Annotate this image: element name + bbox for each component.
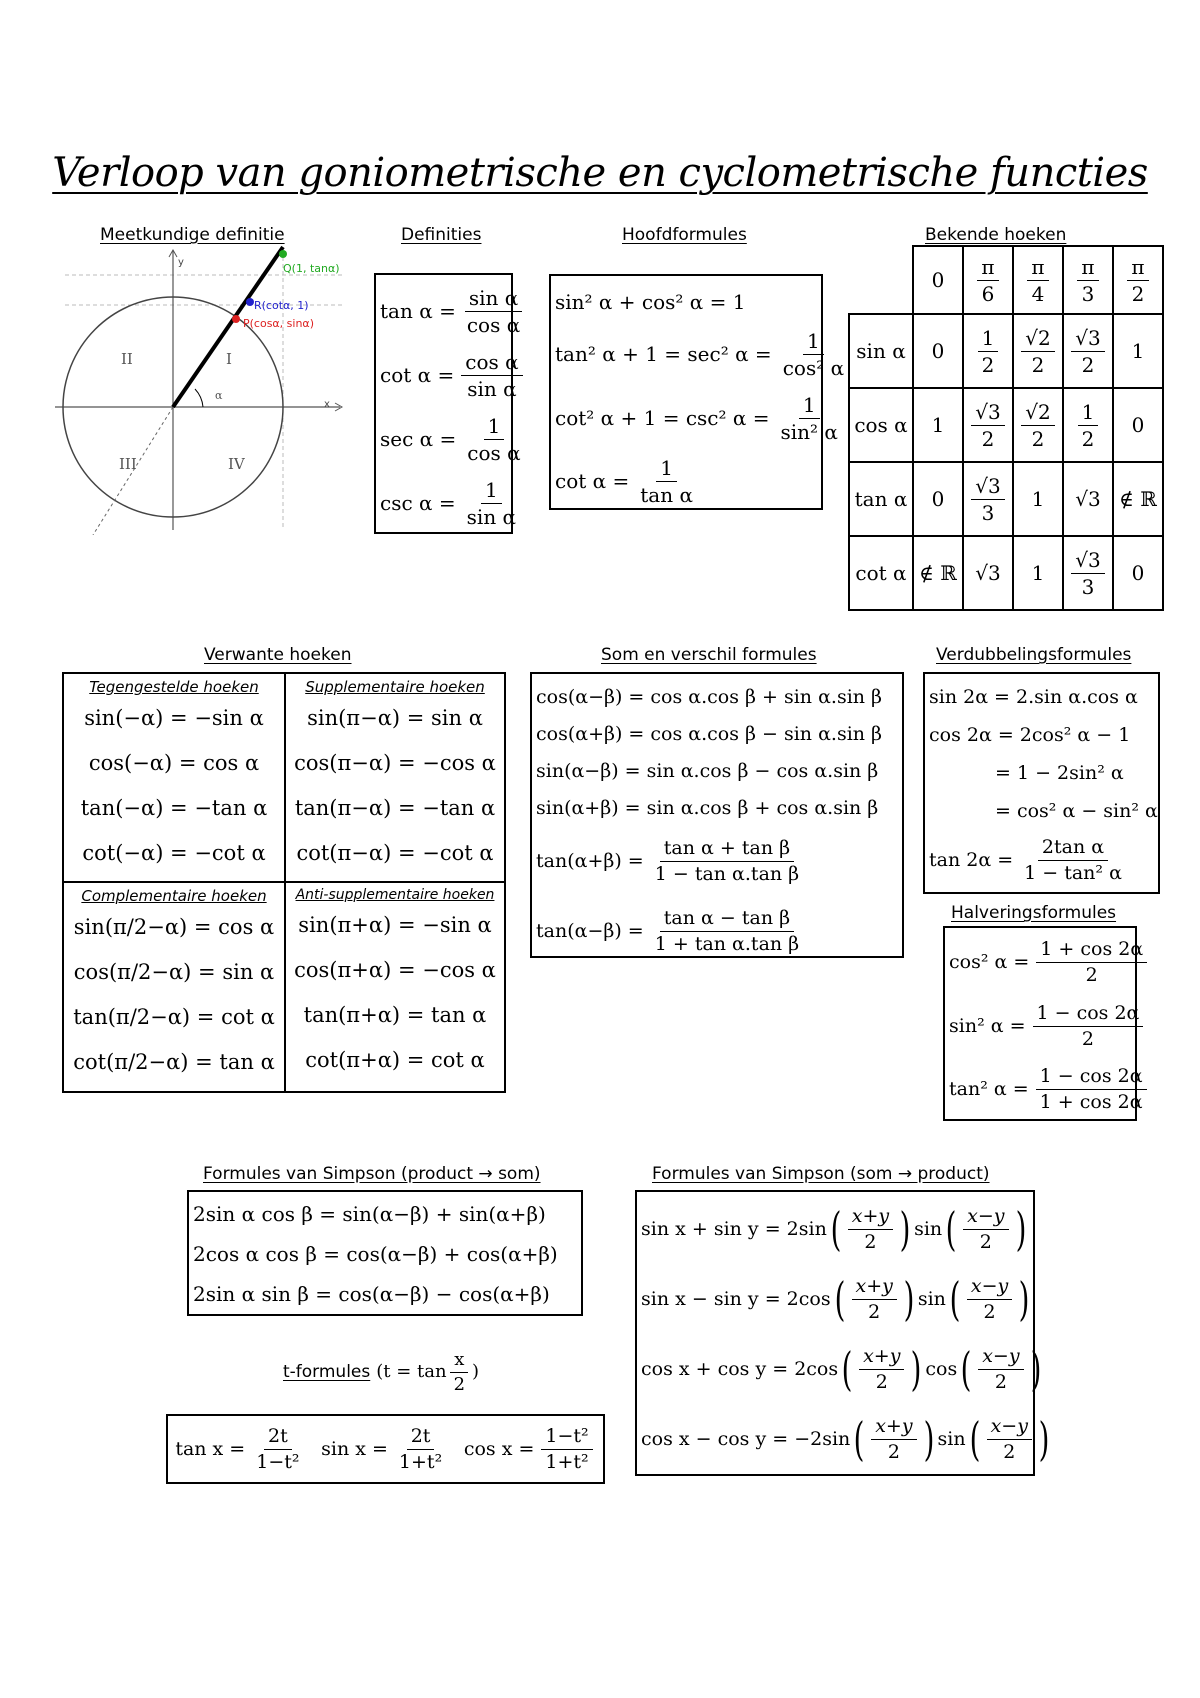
- formula-line: cos(π+α) = −cos α: [294, 958, 496, 982]
- cell-den: 3: [1081, 281, 1095, 306]
- table-cell: [963, 246, 1013, 314]
- hoofd-den: tan α: [640, 482, 693, 507]
- table-cell: 1: [913, 388, 963, 462]
- table-cell: [963, 462, 1013, 536]
- formula-line: cos(α+β) = cos α.cos β − sin α.sin β: [536, 722, 883, 745]
- def-den: cos α: [467, 440, 521, 465]
- formula-den: 2: [868, 1300, 881, 1323]
- formula-den: 2: [983, 1300, 996, 1323]
- cell-num: 1: [1078, 401, 1099, 426]
- table-row: [849, 388, 1163, 462]
- formula-line: cos(−α) = cos α: [88, 751, 260, 775]
- table-cell: [1063, 314, 1113, 388]
- simpson-product-som-box: [187, 1190, 583, 1316]
- hoofd-line-2: [555, 322, 845, 386]
- subheading: Supplementaire hoeken: [305, 678, 485, 696]
- tan-double-line: [929, 830, 1158, 890]
- paren-close: ): [911, 1342, 922, 1396]
- halvering-row: [949, 930, 1144, 994]
- formula-line: = 1 − 2sin² α: [995, 762, 1124, 784]
- formula-num: 2t: [407, 1426, 435, 1450]
- verwante-complementaire: [64, 887, 284, 1073]
- hoofd-den: sin² α: [780, 419, 838, 444]
- def-den: sin α: [467, 376, 517, 401]
- cell-den: 2: [1031, 352, 1045, 377]
- cell-fraction: [971, 475, 1004, 524]
- verdubbeling-box: [923, 672, 1160, 894]
- formula-func: sin: [914, 1218, 943, 1240]
- formula-den: 1 − tan α.tan β: [654, 862, 800, 885]
- formula-den: 1 + tan α.tan β: [654, 932, 800, 955]
- paren-open: (: [945, 1202, 957, 1256]
- def-lhs: csc α =: [380, 491, 456, 515]
- formula-line: sin(α+β) = sin α.cos β + cos α.sin β: [536, 796, 879, 819]
- formula-line: 2sin α cos β = sin(α−β) + sin(α+β): [193, 1202, 546, 1226]
- formula-lhs: sin x =: [321, 1438, 388, 1460]
- verwante-tegengestelde: [64, 678, 284, 864]
- heading-verwante-hoeken: Verwante hoeken: [204, 645, 352, 665]
- simpson-row: [641, 1334, 1041, 1404]
- formula-line: cot(π−α) = −cot α: [296, 841, 494, 865]
- row-label: tan α: [849, 462, 913, 536]
- table-cell: [1013, 388, 1063, 462]
- formula-line: cos(α−β) = cos α.cos β + sin α.sin β: [536, 685, 883, 708]
- def-num: sin α: [465, 287, 522, 312]
- hoofd-num: 1: [803, 330, 824, 355]
- hoofd-num: 1: [799, 394, 820, 419]
- paren-open: (: [960, 1342, 972, 1396]
- formula-num: x+y: [859, 1346, 904, 1370]
- formula-den: 1 − tan² α: [1024, 861, 1122, 884]
- quadrant-2-label: II: [121, 350, 133, 368]
- formula-den: 2: [864, 1230, 877, 1253]
- subheading: Complementaire hoeken: [81, 887, 267, 905]
- formula-line: sin(π+α) = −sin α: [298, 913, 492, 937]
- table-cell: [1063, 388, 1113, 462]
- verwante-antisupplementaire: [286, 887, 504, 1071]
- heading-hoofdformules: Hoofdformules: [622, 225, 747, 245]
- formula-den: 1 + cos 2α: [1039, 1090, 1143, 1113]
- t-formules-box: [166, 1414, 605, 1484]
- simpson-som-product-box: [635, 1190, 1050, 1476]
- formula-den: 1+t²: [545, 1450, 589, 1473]
- cell-num: π: [1127, 256, 1148, 281]
- cell-fraction: [1078, 401, 1099, 450]
- formula-den: 2: [1085, 963, 1098, 986]
- formula-den: 1−t²: [256, 1450, 300, 1473]
- table-cell: [1063, 246, 1113, 314]
- quadrant-1-label: I: [226, 350, 232, 368]
- formula-num: 1 − cos 2α: [1036, 1066, 1147, 1090]
- table-cell: 1: [1013, 462, 1063, 536]
- def-lhs: cot α =: [380, 363, 455, 387]
- cell-den: 2: [1081, 352, 1095, 377]
- cell-fraction: [971, 401, 1004, 450]
- hoofd-lhs: cot² α + 1 = csc² α =: [555, 406, 770, 430]
- cell-num: 1: [978, 327, 999, 352]
- table-cell: 0: [1113, 536, 1163, 610]
- quadrant-3-label: III: [119, 455, 137, 473]
- heading-simpson-product-som: Formules van Simpson (product → som): [203, 1164, 541, 1184]
- formula-den: 1+t²: [398, 1450, 443, 1473]
- formula-line: 2cos α cos β = cos(α−β) + cos(α+β): [193, 1242, 558, 1266]
- formula-line: sin 2α = 2.sin α.cos α: [929, 686, 1138, 708]
- t-definition: (t = tan: [376, 1361, 447, 1383]
- formula-num: tan α + tan β: [660, 838, 794, 862]
- cell-fraction: [1027, 256, 1048, 305]
- def-lhs: sec α =: [380, 427, 457, 451]
- formula-den: 2: [979, 1230, 992, 1253]
- formula-lhs: cos x =: [463, 1438, 535, 1460]
- formula-line: cos 2α = 2cos² α − 1: [929, 724, 1131, 746]
- table-cell: [1063, 536, 1113, 610]
- hoofdformules-box: [549, 274, 845, 510]
- formula-line: cot(π+α) = cot α: [305, 1048, 485, 1072]
- cell-den: 2: [981, 426, 995, 451]
- tan-sum-line: [536, 826, 902, 896]
- som-verschil-box: [530, 672, 904, 958]
- formula-fraction: [963, 1206, 1008, 1253]
- paren-close: ): [923, 1412, 934, 1466]
- y-axis-label: y: [178, 257, 184, 268]
- formula-den: 2: [887, 1440, 900, 1463]
- bekende-hoeken-table-wrap: [848, 245, 1164, 611]
- heading-bekende-hoeken: Bekende hoeken: [925, 225, 1067, 245]
- paren-open: (: [834, 1272, 845, 1326]
- point-q-label: Q(1, tanα): [283, 262, 340, 275]
- simpson-row: [641, 1404, 1050, 1474]
- def-row-csc: [380, 471, 517, 535]
- halvering-row: [949, 994, 1140, 1058]
- formula-line: sin(π/2−α) = cos α: [73, 915, 275, 939]
- table-row: [849, 314, 1163, 388]
- table-cell: [963, 388, 1013, 462]
- cell-den: 4: [1031, 281, 1045, 306]
- cell-fraction: [977, 256, 998, 305]
- paren-close: ): [903, 1272, 915, 1326]
- point-p-label: P(cosα, sinα): [243, 317, 314, 330]
- formula-fraction: [987, 1416, 1032, 1463]
- formula-line: cos(π/2−α) = sin α: [73, 960, 275, 984]
- def-num: 1: [484, 415, 505, 440]
- hoofd-lhs: cot α =: [555, 469, 630, 493]
- t-formula-tan: [175, 1426, 306, 1473]
- formula-num: x−y: [967, 1276, 1012, 1300]
- formula-fraction: [859, 1346, 904, 1393]
- cell-fraction: [1021, 327, 1054, 376]
- formula-func: sin: [937, 1428, 966, 1450]
- cell-fraction: [1021, 401, 1054, 450]
- cell-den: 3: [981, 500, 995, 525]
- cell-fraction: [1077, 256, 1098, 305]
- cell-num: π: [977, 256, 998, 281]
- hoofd-lhs: tan² α + 1 = sec² α =: [555, 342, 772, 366]
- heading-t-formules-wrap: [283, 1350, 479, 1395]
- formula-lhs: sin x + sin y = 2sin: [641, 1218, 827, 1240]
- cell-num: √3: [971, 475, 1004, 500]
- formula-lhs: tan x =: [175, 1438, 246, 1460]
- hoofd-line-3: [555, 386, 838, 450]
- formula-den: 2: [875, 1370, 888, 1393]
- formula-line: sin(α−β) = sin α.cos β − cos α.sin β: [536, 759, 879, 782]
- cell-fraction: [978, 327, 999, 376]
- paren-open: (: [949, 1272, 961, 1326]
- formula-line: = cos² α − sin² α: [995, 800, 1158, 822]
- formula-line: 2sin α sin β = cos(α−β) − cos(α+β): [193, 1282, 550, 1306]
- formula-line: tan(π+α) = tan α: [303, 1003, 487, 1027]
- paren-close: ): [1015, 1202, 1026, 1256]
- cell-num: √3: [1071, 549, 1104, 574]
- hoofd-line-1: sin² α + cos² α = 1: [555, 290, 746, 314]
- def-row-sec: [380, 407, 521, 471]
- formula-line: tan(−α) = −tan α: [80, 796, 268, 820]
- cell-fraction: [1071, 549, 1104, 598]
- formula-line: cot(π/2−α) = tan α: [73, 1050, 275, 1074]
- heading-meetkundig: Meetkundige definitie: [100, 225, 285, 245]
- formula-num: 1 − cos 2α: [1033, 1003, 1144, 1027]
- formula-func: sin: [917, 1288, 946, 1310]
- formula-lhs: sin x − sin y = 2cos: [641, 1288, 831, 1310]
- row-label: cos α: [849, 388, 913, 462]
- formula-lhs: cos x + cos y = 2cos: [641, 1358, 839, 1380]
- formula-num: 1 + cos 2α: [1036, 939, 1147, 963]
- verwante-hdivider: [64, 881, 504, 883]
- formula-num: x−y: [963, 1206, 1008, 1230]
- table-cell: 0: [913, 314, 963, 388]
- formula-lhs: tan² α =: [949, 1078, 1029, 1100]
- heading-halvering: Halveringsformules: [951, 903, 1117, 923]
- paren-close: ): [1018, 1272, 1030, 1326]
- paren-open: (: [969, 1412, 980, 1466]
- def-den: sin α: [466, 504, 517, 529]
- table-cell: [1113, 246, 1163, 314]
- t-formula-sin: [321, 1426, 449, 1473]
- heading-simpson-som-product: Formules van Simpson (som → product): [652, 1164, 990, 1184]
- formula-fraction: [852, 1276, 897, 1323]
- paren-close: ): [1030, 1342, 1041, 1396]
- table-cell: 0: [913, 462, 963, 536]
- table-cell: 0: [1113, 388, 1163, 462]
- cell-den: 2: [1131, 281, 1145, 306]
- formula-line: sin(π−α) = sin α: [307, 706, 483, 730]
- hoofd-num: 1: [656, 457, 677, 482]
- table-cell: 1: [1013, 536, 1063, 610]
- formula-num: 1−t²: [541, 1426, 592, 1450]
- formula-num: x+y: [871, 1416, 916, 1440]
- subheading: Anti-supplementaire hoeken: [295, 887, 495, 903]
- formula-num: tan α − tan β: [660, 908, 794, 932]
- subheading: Tegengestelde hoeken: [89, 678, 259, 696]
- simpson-row: [641, 1264, 1033, 1334]
- bekende-hoeken-table: [848, 245, 1164, 611]
- cell-num: π: [1077, 256, 1098, 281]
- heading-t-formules: t-formules: [283, 1362, 371, 1383]
- paren-open: (: [830, 1202, 842, 1256]
- quadrant-4-label: IV: [228, 455, 245, 473]
- formula-fraction: [871, 1416, 916, 1463]
- formula-line: cot(−α) = −cot α: [82, 841, 266, 865]
- formula-lhs: cos² α =: [949, 951, 1030, 973]
- tan-diff-line: [536, 896, 902, 966]
- cell-den: 3: [1081, 574, 1095, 599]
- table-cell: ∉ ℝ: [1113, 462, 1163, 536]
- cell-num: √2: [1021, 401, 1054, 426]
- table-row: [849, 462, 1163, 536]
- formula-line: cos(π−α) = −cos α: [294, 751, 496, 775]
- table-cell: ∉ ℝ: [913, 536, 963, 610]
- def-row-tan: [380, 279, 521, 343]
- verwante-supplementaire: [286, 678, 504, 864]
- table-cell: √3: [1063, 462, 1113, 536]
- formula-lhs: tan(α−β) =: [536, 920, 644, 942]
- paren-close: ): [1038, 1412, 1050, 1466]
- formula-lhs: tan 2α =: [929, 849, 1014, 871]
- cell-num: √2: [1021, 327, 1054, 352]
- def-lhs: tan α =: [380, 299, 456, 323]
- verwante-hoeken-box: [62, 672, 506, 1093]
- formula-den: 2: [1003, 1440, 1016, 1463]
- row-label: sin α: [849, 314, 913, 388]
- table-cell: 1: [1113, 314, 1163, 388]
- formula-fraction: [978, 1346, 1023, 1393]
- heading-definities: Definities: [401, 225, 482, 245]
- cell-den: 2: [981, 352, 995, 377]
- cell-num: π: [1027, 256, 1048, 281]
- formula-num: x−y: [978, 1346, 1023, 1370]
- formula-fraction: [848, 1206, 893, 1253]
- formula-num: x+y: [852, 1276, 897, 1300]
- def-num: cos α: [461, 351, 522, 376]
- heading-som-verschil: Som en verschil formules: [601, 645, 817, 665]
- halvering-box: [943, 926, 1144, 1121]
- formula-lhs: sin² α =: [949, 1015, 1026, 1037]
- table-header-row: [849, 246, 1163, 314]
- table-corner: [849, 246, 913, 314]
- formula-num: x−y: [987, 1416, 1032, 1440]
- cell-fraction: [1127, 256, 1148, 305]
- formula-lhs: tan(α+β) =: [536, 850, 644, 872]
- table-cell: [963, 314, 1013, 388]
- point-r-label: R(cotα, 1): [254, 299, 309, 312]
- formula-line: tan(π−α) = −tan α: [294, 796, 496, 820]
- table-cell: √3: [963, 536, 1013, 610]
- angle-alpha-label: α: [215, 389, 223, 402]
- formula-num: 2t: [264, 1426, 292, 1450]
- def-num: 1: [481, 479, 502, 504]
- cell-den: 2: [1031, 426, 1045, 451]
- formula-func: cos: [925, 1358, 958, 1380]
- t-formula-cos: [464, 1426, 596, 1473]
- formula-den: 2: [994, 1370, 1007, 1393]
- cell-num: √3: [1071, 327, 1104, 352]
- paren-close: ): [899, 1202, 911, 1256]
- cell-den: 2: [1081, 426, 1095, 451]
- x-axis-label: x: [324, 399, 330, 410]
- heading-verdubbeling: Verdubbelingsformules: [936, 645, 1132, 665]
- table-cell: 0: [913, 246, 963, 314]
- definities-box: [374, 273, 521, 534]
- t-def-num: x: [450, 1350, 468, 1373]
- formula-line: sin(−α) = −sin α: [84, 706, 264, 730]
- unit-circle-diagram: [55, 245, 355, 535]
- page-title: Verloop van goniometrische en cyclometrische functies: [52, 150, 1148, 196]
- t-definition-close: ): [472, 1361, 480, 1383]
- table-cell: [1013, 314, 1063, 388]
- formula-num: x+y: [848, 1206, 893, 1230]
- paren-open: (: [841, 1342, 853, 1396]
- formula-lhs: cos x − cos y = −2sin: [641, 1428, 851, 1450]
- hoofd-line-4: [555, 450, 821, 512]
- formula-den: 2: [1081, 1027, 1094, 1050]
- cell-fraction: [1071, 327, 1104, 376]
- formula-num: 2tan α: [1038, 837, 1108, 861]
- paren-open: (: [853, 1412, 865, 1466]
- row-label: cot α: [849, 536, 913, 610]
- table-cell: [1013, 246, 1063, 314]
- cell-num: √3: [971, 401, 1004, 426]
- t-def-den: 2: [453, 1373, 466, 1395]
- halvering-row: [949, 1058, 1143, 1120]
- simpson-row: [641, 1194, 1033, 1264]
- hoofd-den: cos² α: [782, 355, 845, 380]
- table-row: [849, 536, 1163, 610]
- cell-den: 6: [981, 281, 995, 306]
- formula-line: tan(π/2−α) = cot α: [73, 1005, 275, 1029]
- def-den: cos α: [466, 312, 521, 337]
- formula-fraction: [967, 1276, 1012, 1323]
- def-row-cot: [380, 343, 519, 407]
